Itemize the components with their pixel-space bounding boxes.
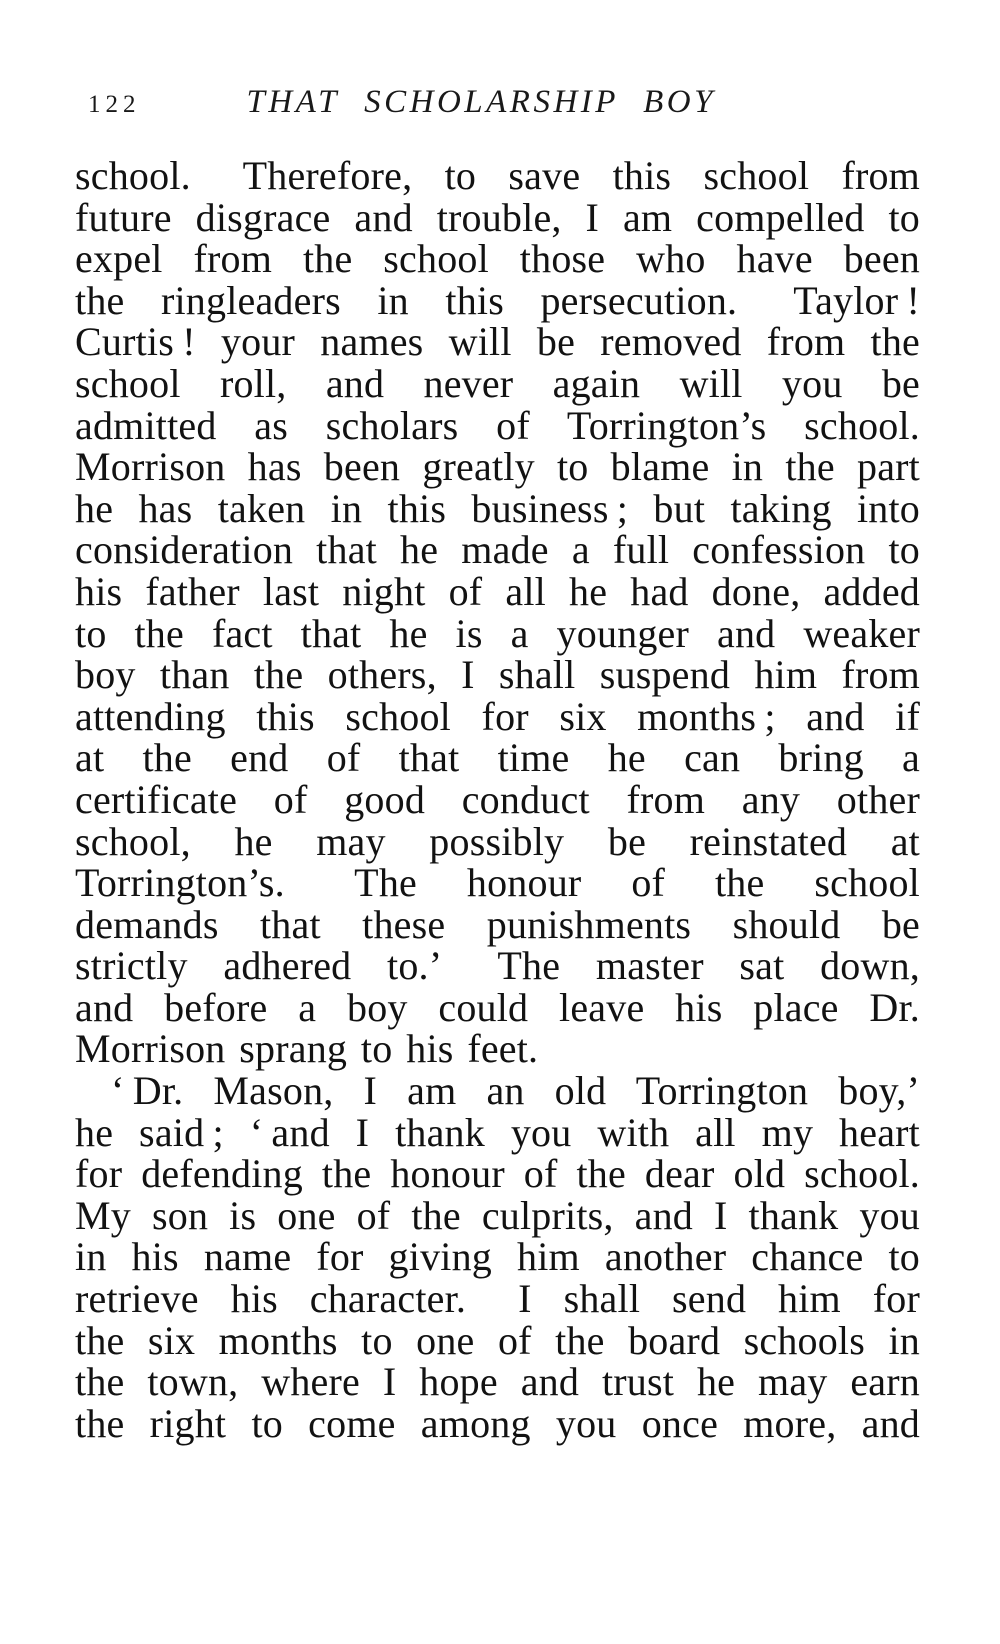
text-line: school, he may possibly be reinstated at [75,818,920,864]
text-line: certificate of good conduct from any other [75,776,920,822]
text-line: the right to come among you once more, and [75,1400,920,1446]
text-line: school roll, and never again will you be [75,360,920,406]
text-line: for defending the honour of the dear old school. [75,1151,920,1197]
text-line: and before a boy could leave his place Dr. [75,984,920,1030]
text-line: future disgrace and trouble, I am compelled to [75,194,920,240]
text-line: retrieve his character. I shall send him for [75,1276,920,1322]
text-line: Morrison sprang to his feet. [75,1026,539,1072]
text-line: to the fact that he is a younger and weaker [75,610,920,656]
text-line: Torrington’s. The honour of the school [75,860,920,906]
text-line: Morrison has been greatly to blame in the part [75,444,920,490]
text-line: expel from the school those who have been [75,236,920,282]
text-line: strictly adhered to.’ The master sat down, [75,943,920,989]
text-line: Curtis ! your names will be removed from the [75,319,920,365]
text-line: the ringleaders in this persecution. Taylor ! [75,277,920,323]
text-line: attending this school for six months ; and if [75,693,920,739]
running-title: THAT SCHOLARSHIP BOY [246,84,716,120]
text-line: his father last night of all he had done, added [75,568,920,614]
text-line: he has taken in this business ; but taking into [75,485,920,531]
paragraph [75,1070,920,1444]
text-line: the town, where I hope and trust he may earn [75,1359,920,1405]
text-line: My son is one of the culprits, and I thank you [75,1192,920,1238]
page-number: 122 [88,91,141,118]
text-line: admitted as scholars of Torrington’s school. [75,402,920,448]
text-line: demands that these punishments should be [75,901,920,947]
text-line: he said ; ‘ and I thank you with all my heart [75,1109,920,1155]
text-line: ‘ Dr. Mason, I am an old Torrington boy,’ [111,1068,920,1114]
text-line: boy than the others, I shall suspend him from [75,652,920,698]
text-line: at the end of that time he can bring a [75,735,920,781]
text-line: school. Therefore, to save this school from [75,153,920,198]
text-line: the six months to one of the board schools in [75,1317,920,1363]
page-header [0,0,1000,124]
text-line: in his name for giving him another chance to [75,1234,920,1280]
page-body [75,155,920,1444]
text-line: consideration that he made a full confession to [75,527,920,573]
paragraph [75,155,920,1070]
